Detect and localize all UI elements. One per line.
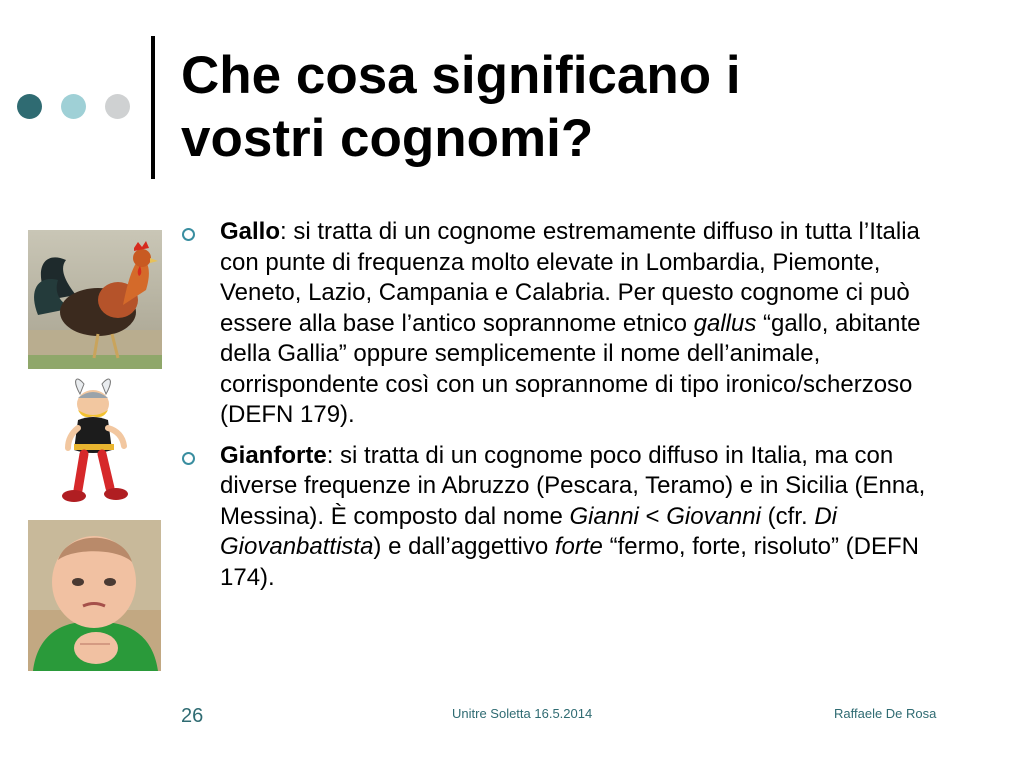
slide-title-line1: Che cosa significano i bbox=[181, 46, 741, 105]
footer-event: Unitre Soletta 16.5.2014 bbox=[452, 706, 593, 721]
cartoon-image bbox=[58, 374, 138, 508]
baby-image bbox=[28, 520, 161, 671]
decorative-dots bbox=[17, 94, 137, 120]
bullet-gallo bbox=[180, 217, 960, 431]
bullet-text: “gallo, abitante della Gallia” oppure semplicemente il nome dell’animale, corrispondente così con un soprannome di tipo ironico/scherzoso (DEFN 179). bbox=[220, 309, 921, 428]
bullet-gianforte bbox=[180, 441, 960, 594]
footer-author: Raffaele De Rosa bbox=[834, 706, 937, 721]
bullet-italic: Di Giovanbattista bbox=[220, 502, 837, 560]
surname-term: Gianforte bbox=[220, 441, 327, 469]
title-divider bbox=[151, 36, 155, 179]
bullet-text: (cfr. bbox=[760, 502, 815, 530]
bullet-italic: Gianni bbox=[569, 502, 639, 530]
bullet-text: ) e dall’aggettivo bbox=[373, 533, 555, 560]
surname-term: Gallo bbox=[220, 218, 281, 245]
page-number: 26 bbox=[181, 705, 204, 727]
slide-body bbox=[180, 217, 960, 603]
bullet-text: “fermo, forte, risoluto” (DEFN 174). bbox=[220, 533, 919, 591]
bullet-text: : si tratta di un cognome poco diffuso in Italia, ma con diverse frequenze in Abruzzo (Pescara, Teramo) e in Sicilia (Enna, Messina). È composto dal nome bbox=[220, 441, 926, 530]
bullet-italic: Giovanni bbox=[666, 502, 761, 530]
bullet-ring-icon bbox=[182, 452, 195, 465]
bullet-ring-icon bbox=[182, 228, 195, 241]
rooster-image bbox=[28, 230, 162, 369]
bullet-text: : si tratta di un cognome estremamente diffuso in tutta l’Italia con punte di frequenza molto elevate in Lombardia, Piemonte, Veneto, Lazio, Campania e Calabria. Per questo cognome ci può essere alla base l’antico soprannome etnico bbox=[220, 218, 920, 337]
dot-light bbox=[61, 94, 86, 119]
dot-grey bbox=[105, 94, 130, 119]
slide-title bbox=[181, 44, 981, 170]
dot-dark bbox=[17, 94, 42, 119]
bullet-italic: gallus bbox=[693, 309, 757, 337]
slide-title-line2: vostri cognomi? bbox=[181, 109, 594, 168]
bullet-italic: forte bbox=[554, 533, 603, 560]
bullet-text: < bbox=[638, 502, 667, 530]
